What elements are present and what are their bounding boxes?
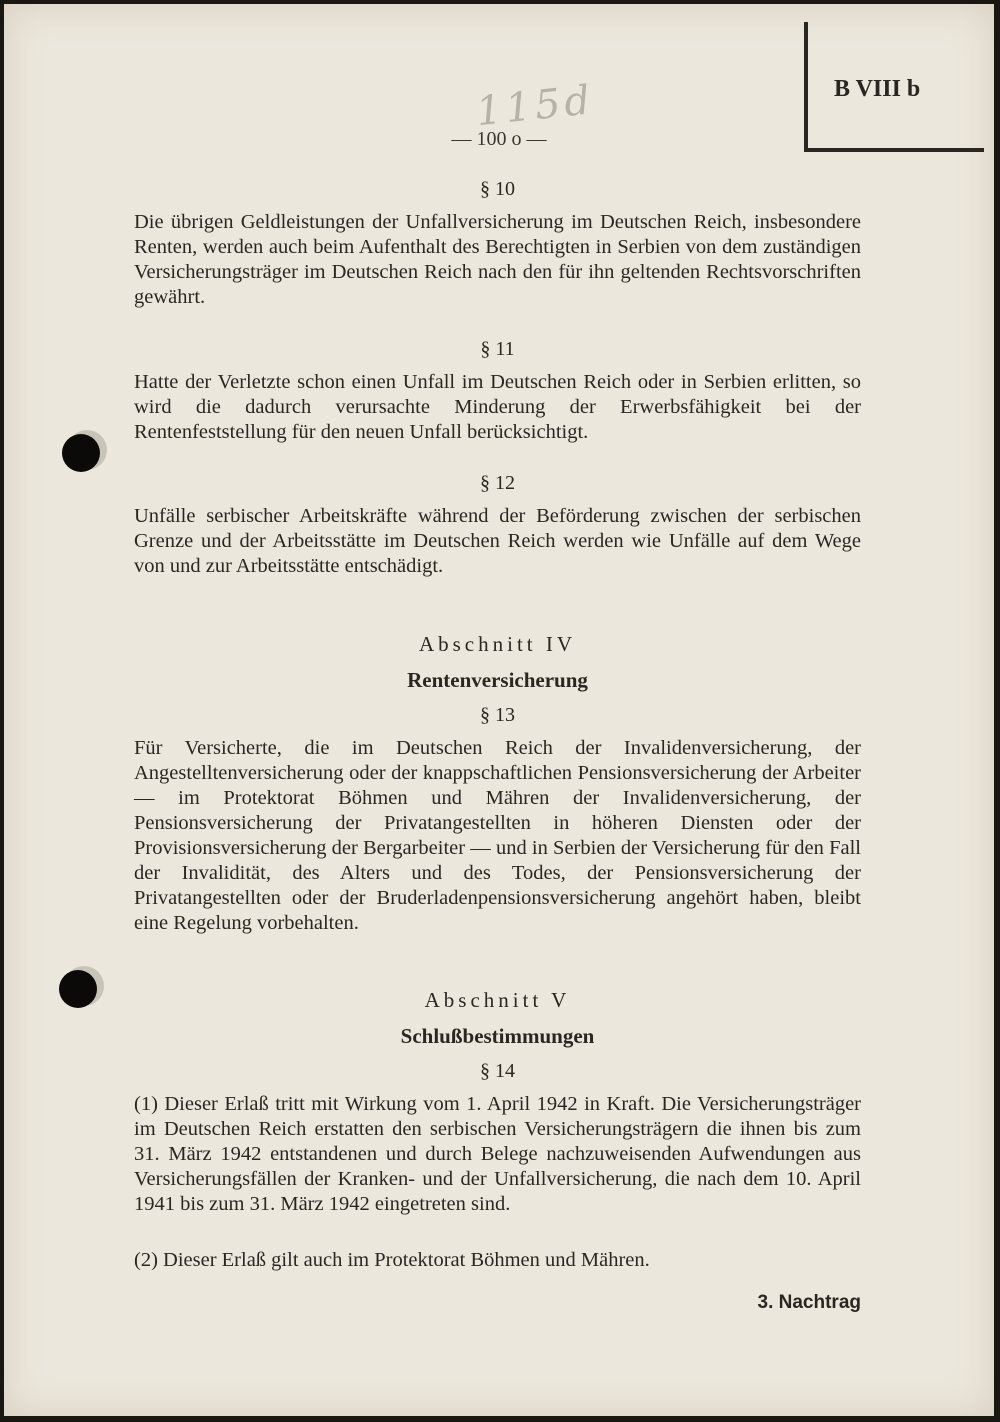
document-page [4, 4, 994, 1416]
punch-hole-lower [59, 970, 97, 1008]
paragraph-13-sign: § 13 [480, 704, 515, 726]
section-5-title: Schlußbestimmungen [400, 1024, 595, 1048]
paragraph-13-text: Für Versicherte, die im Deutschen Reich der Invalidenversicherung, der Angestelltenversicherung oder der knappschaftlichen Pensionsversicherung der Arbeiter — im Protektorat Böhmen und Mähren der Invalidenversicherung, der Pensionsversicherung der Privatangestellten in höheren Diensten oder der Provisionsversicherung der Bergarbeiter — und in Serbien der Versicherung für den Fall der Invalidität, des Alters und des Todes, der Pensionsversicherung der Privatangestellten oder der Bruderladenpensionsversicherung angehört haben, bleibt eine Regelung vorbehalten. [134, 737, 861, 934]
paragraph-10-sign: § 10 [480, 178, 515, 200]
section-4-heading: Abschnitt IV [418, 632, 577, 656]
section-4-title: Rentenversicherung [407, 668, 588, 692]
paragraph-12-text: Unfälle serbischer Arbeitskräfte während der Beförderung zwischen der serbischen Grenze und der Arbeitsstätte im Deutschen Reich werden wie Unfälle auf dem Wege von und zur Arbeitsstätte entschädigt. [134, 505, 861, 577]
page-number: — 100 o — [451, 128, 547, 150]
paragraph-10-text: Die übrigen Geldleistungen der Unfallversicherung im Deutschen Reich, insbesondere Renten, werden auch beim Aufenthalt des Berechtigten in Serbien von dem zuständigen Versicherungsträger im Deutschen Reich nach den für ihn geltenden Rechtsvorschriften gewährt. [134, 211, 861, 308]
paragraph-11-text: Hatte der Verletzte schon einen Unfall im Deutschen Reich oder in Serbien erlitten, so wird die dadurch verursachte Minderung der Erwerbsfähigkeit bei der Rentenfeststellung für den neuen Unfall berücksichtigt. [134, 371, 861, 443]
paragraph-14-sign: § 14 [480, 1060, 515, 1082]
supplement-label: 3. Nachtrag [757, 1292, 861, 1313]
punch-hole-upper [62, 434, 100, 472]
paragraph-11-sign: § 11 [480, 338, 515, 360]
paragraph-12-sign: § 12 [480, 472, 515, 494]
paragraph-14-text-2: (2) Dieser Erlaß gilt auch im Protektorat Böhmen und Mähren. [134, 1249, 650, 1271]
corner-label: B VIII b [834, 76, 921, 102]
handwritten-note: 115d [473, 77, 597, 136]
paragraph-14-text-1: (1) Dieser Erlaß tritt mit Wirkung vom 1. April 1942 in Kraft. Die Versicherungsträger im Deutschen Reich erstatten den serbischen Versicherungsträgern die ihnen bis zum 31. März 1942 entstandenen und durch Belege nachzuweisenden Aufwendungen aus Versicherungsfällen der Kranken- und der Unfallversicherung, die nach dem 10. April 1941 bis zum 31. März 1942 eingetreten sind. [134, 1093, 861, 1215]
section-5-heading: Abschnitt V [424, 988, 571, 1012]
